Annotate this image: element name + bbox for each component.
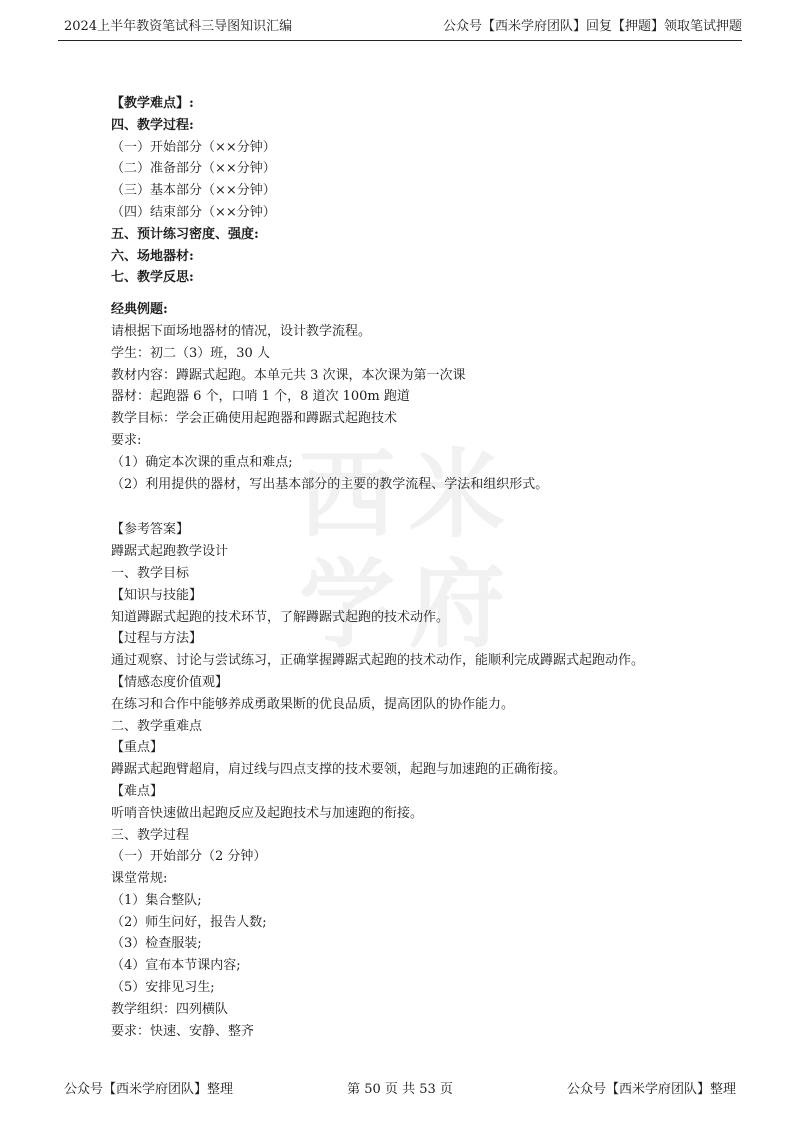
list-item: （2）利用提供的器材，写出基本部分的主要的教学流程、学法和组织形式。 xyxy=(111,476,549,492)
paragraph: 三、教学过程 xyxy=(111,827,190,843)
watermark-char: 西 xyxy=(299,439,395,551)
paragraph: 通过观察、讨论与尝试练习，正确掌握蹲踞式起跑的技术动作，能顺利完成蹲踞式起跑动作。 xyxy=(111,653,645,669)
header-title: 2024上半年教资笔试科三导图知识汇编 xyxy=(64,19,293,34)
subheading: 【重点】 xyxy=(111,740,164,756)
paragraph: 蹲踞式起跑臂超肩，肩过线与四点支撑的技术要领，起跑与加速跑的正确衔接。 xyxy=(111,762,567,778)
subheading: 【情感态度价值观】 xyxy=(111,674,229,690)
list-item: （1）确定本次课的重点和难点; xyxy=(111,454,293,470)
paragraph: （一）开始部分（2 分钟） xyxy=(111,849,267,865)
paragraph: 知道蹲踞式起跑的技术环节，了解蹲踞式起跑的技术动作。 xyxy=(111,609,450,625)
list-item: （二）准备部分（××分钟） xyxy=(111,161,276,177)
document-body xyxy=(111,93,711,1042)
paragraph: 二、教学重难点 xyxy=(111,718,203,734)
footer-left: 公众号【西米学府团队】整理 xyxy=(64,1082,234,1097)
watermark-char: 学 xyxy=(299,549,395,661)
paragraph: 在练习和合作中能够养成勇敢果断的优良品质，提高团队的协作能力。 xyxy=(111,696,515,712)
paragraph: 教学组织：四列横队 xyxy=(111,1001,229,1017)
example-heading: 经典例题: xyxy=(111,302,168,318)
paragraph: 学生：初二（3）班，30 人 xyxy=(111,345,270,361)
header-promo: 公众号【西米学府团队】回复【押题】领取笔试押题 xyxy=(442,19,742,34)
answer-heading: 【参考答案】 xyxy=(111,522,190,538)
footer-right: 公众号【西米学府团队】整理 xyxy=(566,1082,736,1097)
watermark-char: 府 xyxy=(409,549,505,661)
list-item: （四）结束部分（××分钟） xyxy=(111,204,276,220)
paragraph: 请根据下面场地器材的情况，设计教学流程。 xyxy=(111,323,372,339)
paragraph: 课堂常规: xyxy=(111,871,168,887)
section-heading: 六、场地器材: xyxy=(111,248,194,264)
section-heading: 七、教学反思: xyxy=(111,270,194,286)
section-heading: 四、教学过程: xyxy=(111,117,194,133)
subheading: 【过程与方法】 xyxy=(111,631,203,647)
paragraph: 要求: xyxy=(111,432,142,448)
paragraph: 教学目标：学会正确使用起跑器和蹲踞式起跑技术 xyxy=(111,411,398,427)
subheading: 【知识与技能】 xyxy=(111,587,203,603)
list-item: （一）开始部分（××分钟） xyxy=(111,139,276,155)
list-item: （5）安排见习生; xyxy=(111,980,215,996)
list-item: （三）基本部分（××分钟） xyxy=(111,183,276,199)
page-number: 第 50 页 共 53 页 xyxy=(347,1082,453,1097)
subheading: 【难点】 xyxy=(111,783,164,799)
list-item: （2）师生问好，报告人数; xyxy=(111,914,267,930)
page-header xyxy=(58,14,742,41)
list-item: （1）集合整队; xyxy=(111,892,202,908)
list-item: （4）宣布本节课内容; xyxy=(111,958,241,974)
list-item: （3）检查服装; xyxy=(111,936,202,952)
page-footer xyxy=(58,1079,742,1101)
paragraph: 一、教学目标 xyxy=(111,565,190,581)
paragraph: 教材内容：蹲踞式起跑。本单元共 3 次课，本次课为第一次课 xyxy=(111,367,466,383)
paragraph: 器材：起跑器 6 个，口哨 1 个，8 道次 100m 跑道 xyxy=(111,389,410,405)
watermark-char: 米 xyxy=(409,439,505,551)
section-heading: 【教学难点】: xyxy=(111,96,194,111)
paragraph: 蹲踞式起跑教学设计 xyxy=(111,544,229,560)
paragraph: 听哨音快速做出起跑反应及起跑技术与加速跑的衔接。 xyxy=(111,805,424,821)
section-heading: 五、预计练习密度、强度: xyxy=(111,226,259,242)
paragraph: 要求：快速、安静、整齐 xyxy=(111,1023,255,1039)
